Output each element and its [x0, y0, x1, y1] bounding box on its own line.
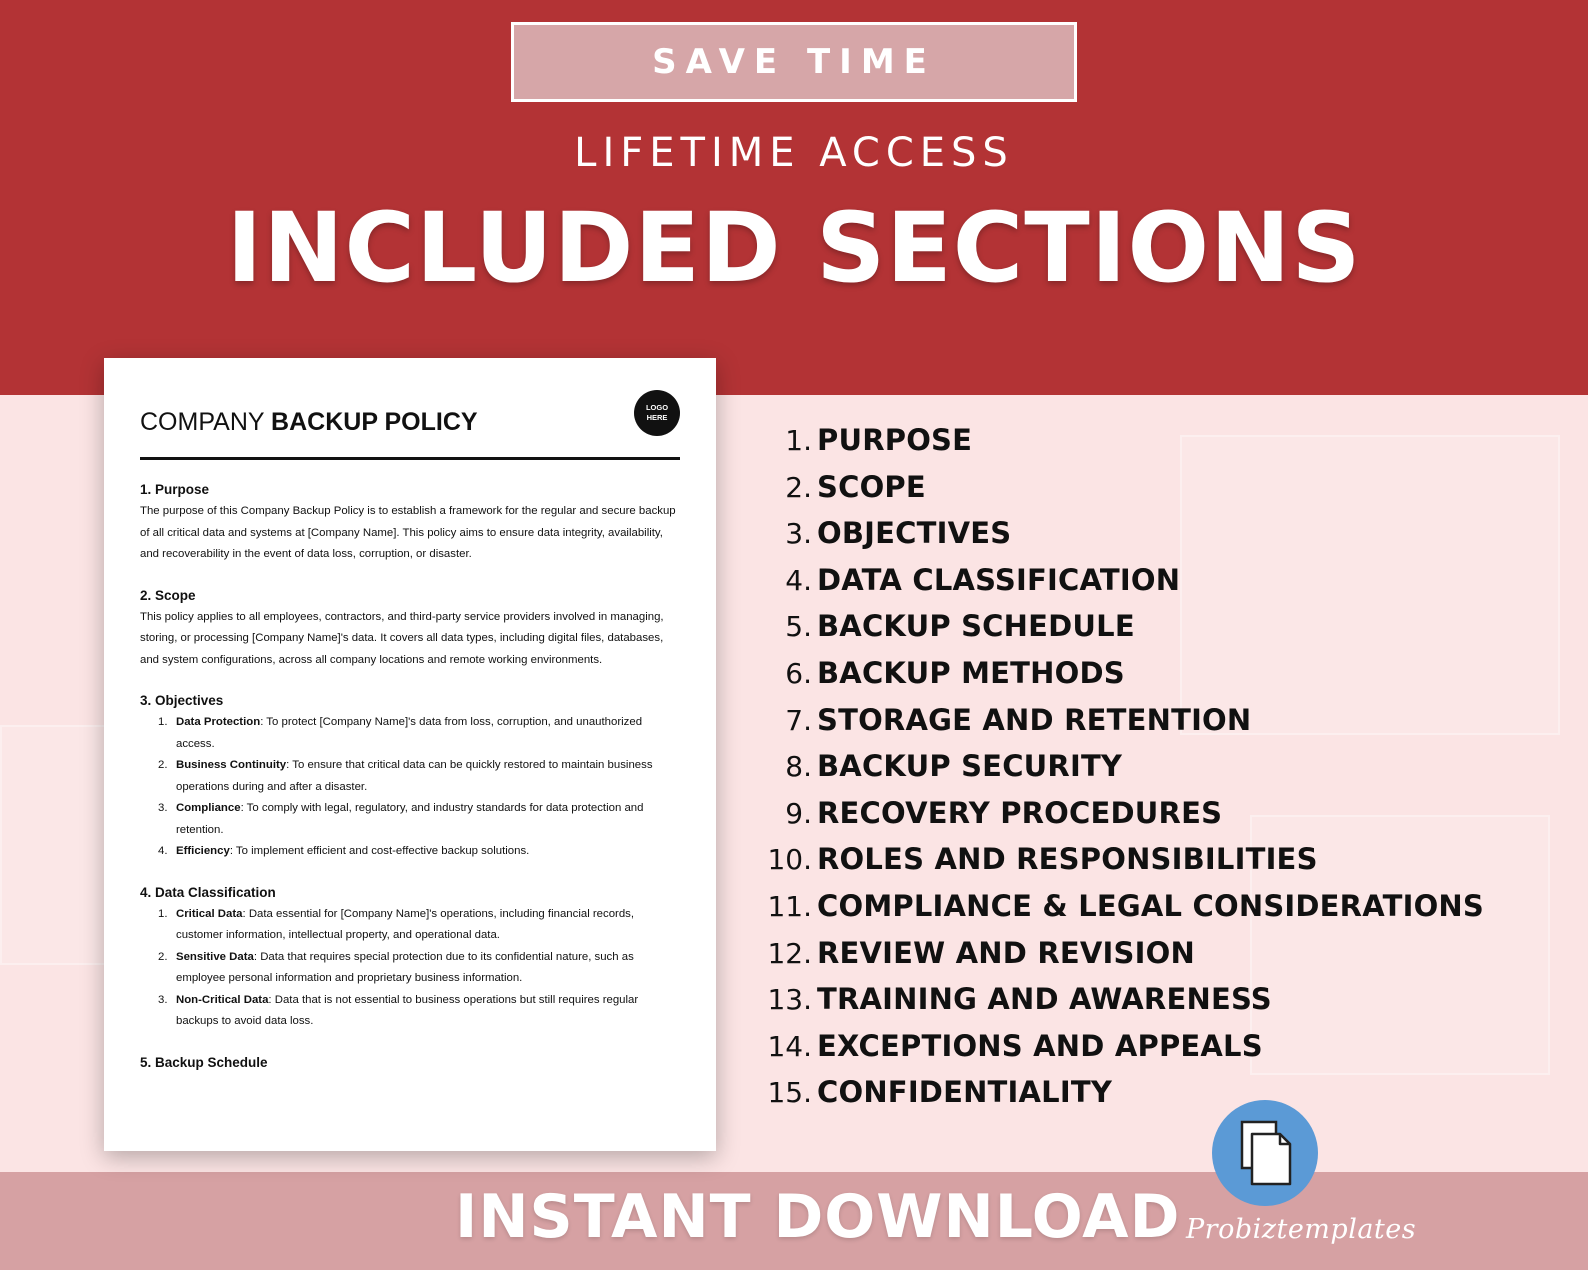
section-number: 12. [767, 936, 812, 970]
section-text: The purpose of this Company Backup Policy is to establish a framework for the regular and secure backup of all critical data and systems at [Company Name]. This policy aims to ensure data integrity, availability, and recoverability in the event of data loss, corruption, or disaster. [140, 505, 676, 560]
document-header [140, 403, 680, 460]
save-time-badge [511, 22, 1077, 102]
section-text: This policy applies to all employees, contractors, and third-party service providers involved in managing, storing, or processing [Company Name]'s data. It covers all data types, including digital files, databases, and system configurations, across all company locations and remote working environments. [140, 610, 664, 666]
classification-list [140, 904, 680, 1033]
section-number: 4. [785, 563, 812, 597]
list-item [158, 990, 680, 1033]
section-list-item [760, 749, 1560, 796]
list-number: 2. [158, 950, 168, 963]
list-number: 1. [158, 716, 168, 728]
doc-section-schedule [140, 1055, 680, 1070]
list-text: : Data essential for [Company Name]'s operations, including financial records, customer information, intellectual property, and operational data. [176, 907, 635, 941]
section-list-item [760, 982, 1560, 1029]
list-item [158, 947, 680, 990]
brand-logo [1212, 1100, 1318, 1206]
list-number: 3. [158, 993, 168, 1006]
section-list-item [760, 563, 1560, 610]
lifetime-access-text: LIFETIME ACCESS [574, 130, 1014, 176]
list-term: Business Continuity [176, 759, 287, 771]
section-number: 5. [785, 610, 812, 644]
section-number: 15. [767, 1076, 812, 1110]
list-number: 2. [158, 759, 168, 771]
list-text: : Data that requires special protection due to its confidential nature, such as employee personal information and proprietary business information. [176, 950, 634, 984]
section-number: 7. [785, 703, 812, 737]
list-text: : Data that is not essential to business operations but still requires regular backups to avoid data loss. [176, 993, 639, 1027]
section-heading: 5. Backup Schedule [140, 1054, 268, 1070]
section-label: BACKUP SECURITY [817, 749, 1123, 784]
section-list-item [760, 423, 1560, 470]
documents-icon [1240, 1120, 1292, 1186]
section-list-item [760, 842, 1560, 889]
brand-name: Probiztemplates [1186, 1214, 1417, 1245]
logo-line-2: HERE [646, 413, 668, 422]
section-list-item [760, 1075, 1560, 1122]
list-term: Efficiency [176, 845, 230, 857]
list-item [158, 712, 680, 755]
section-list-item [760, 796, 1560, 843]
list-item [158, 841, 680, 863]
logo-placeholder [634, 390, 680, 436]
document-title [140, 408, 478, 437]
doc-section-purpose [140, 482, 680, 566]
section-label: TRAINING AND AWARENESS [817, 982, 1272, 1017]
section-label: EXCEPTIONS AND APPEALS [817, 1028, 1263, 1063]
doc-section-classification [140, 885, 680, 1033]
list-term: Data Protection [176, 716, 261, 728]
section-list-item [760, 656, 1560, 703]
section-list-item [760, 516, 1560, 563]
list-text: : To ensure that critical data can be quickly restored to maintain business operations during and after a disaster. [176, 759, 653, 793]
instant-download-text: INSTANT DOWNLOAD [455, 1182, 1181, 1252]
document-title-light: COMPANY [140, 408, 272, 436]
section-label: RECOVERY PROCEDURES [817, 795, 1223, 830]
section-number: 2. [785, 470, 812, 504]
section-list-item [760, 470, 1560, 517]
section-heading: 2. Scope [140, 587, 196, 603]
list-number: 4. [158, 845, 168, 857]
list-term: Sensitive Data [176, 950, 254, 963]
section-label: PURPOSE [817, 423, 973, 457]
list-number: 1. [158, 907, 168, 920]
list-item [158, 798, 680, 841]
section-list-item [760, 703, 1560, 750]
document-preview [104, 358, 716, 1151]
section-number: 14. [767, 1029, 812, 1063]
section-heading: 3. Objectives [140, 693, 224, 708]
section-label: BACKUP SCHEDULE [817, 609, 1135, 644]
page-title: INCLUDED SECTIONS [226, 192, 1362, 304]
section-number: 11. [767, 889, 812, 923]
section-number: 10. [767, 843, 812, 877]
doc-section-scope [140, 588, 680, 672]
list-term: Compliance [176, 802, 241, 814]
list-number: 3. [158, 802, 168, 814]
section-heading: 1. Purpose [140, 482, 210, 497]
section-list-item [760, 1029, 1560, 1076]
list-term: Non-Critical Data [176, 993, 269, 1006]
section-number: 6. [785, 656, 812, 690]
save-time-text: SAVE TIME [652, 42, 936, 82]
logo-line-1: LOGO [645, 403, 669, 412]
list-text: : To comply with legal, regulatory, and industry standards for data protection and retention. [176, 802, 644, 836]
section-label: COMPLIANCE & LEGAL CONSIDERATIONS [817, 888, 1484, 923]
included-sections-list [760, 423, 1560, 1122]
section-label: REVIEW AND REVISION [817, 935, 1195, 970]
section-list-item [760, 609, 1560, 656]
document-title-bold: BACKUP POLICY [271, 408, 478, 436]
list-item [158, 755, 680, 798]
section-number: 9. [785, 796, 812, 830]
list-item [158, 904, 680, 947]
section-label: SCOPE [817, 469, 926, 504]
section-label: OBJECTIVES [817, 516, 1012, 551]
section-label: DATA CLASSIFICATION [817, 562, 1181, 597]
section-label: STORAGE AND RETENTION [817, 702, 1252, 737]
list-text: : To implement efficient and cost-effective backup solutions. [229, 845, 530, 857]
section-number: 13. [767, 983, 812, 1017]
section-heading: 4. Data Classification [140, 884, 276, 900]
section-label: CONFIDENTIALITY [817, 1075, 1113, 1110]
objectives-list [140, 712, 680, 863]
section-number: 3. [785, 517, 812, 551]
doc-section-objectives [140, 693, 680, 863]
section-list-item [760, 936, 1560, 983]
list-text: : To protect [Company Name]'s data from loss, corruption, and unauthorized access. [176, 716, 643, 750]
section-label: ROLES AND RESPONSIBILITIES [817, 842, 1318, 877]
section-list-item [760, 889, 1560, 936]
section-label: BACKUP METHODS [817, 655, 1125, 690]
section-number: 8. [785, 750, 812, 784]
section-number: 1. [785, 424, 812, 457]
list-term: Critical Data [176, 907, 243, 920]
